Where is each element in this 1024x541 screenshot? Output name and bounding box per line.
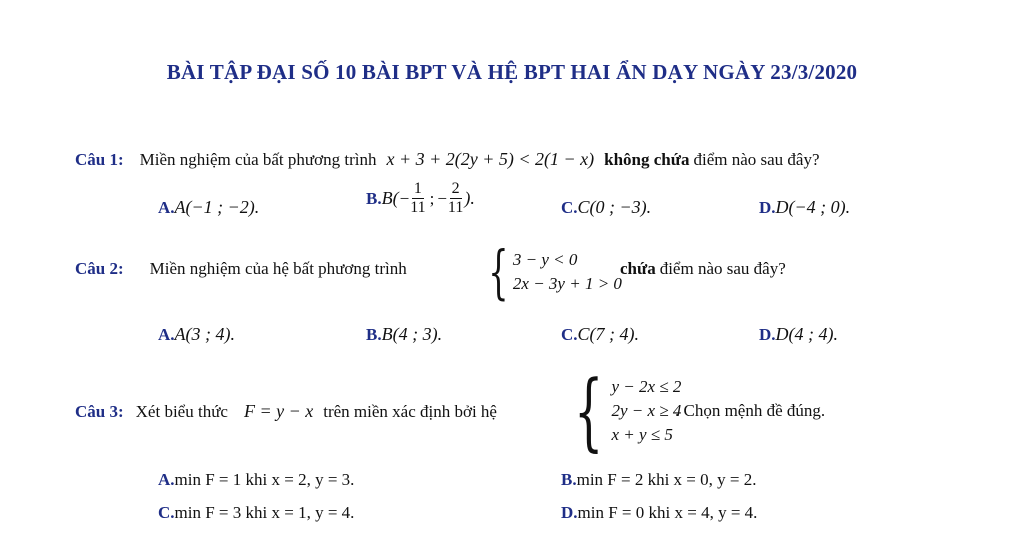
question-2-text: Miền nghiệm của hệ bất phương trình: [149, 259, 407, 278]
q1-option-b-fraction-1: $\frac{1}{11}$: [410, 180, 426, 216]
question-3: [75, 401, 497, 422]
question-3-expression: F = y − x: [243, 401, 314, 421]
q3-option-b[interactable]: [561, 470, 756, 490]
question-2-system: [480, 238, 622, 306]
q3-option-a[interactable]: [158, 470, 354, 490]
q2-option-b[interactable]: [366, 324, 442, 345]
question-1-emphasis: không chứa: [604, 150, 690, 169]
q2-option-d[interactable]: [759, 324, 838, 345]
q1-option-d-key: D.: [759, 198, 776, 217]
q3-option-c-value: min F = 3 khi x = 1, y = 4.: [174, 503, 355, 522]
question-3-system-line-2: 2y − x ≥ 4: [611, 401, 682, 420]
q2-option-c-key: C.: [561, 325, 578, 344]
q3-option-b-key: B.: [561, 470, 577, 489]
question-1: [75, 149, 820, 170]
question-3-text-mid: trên miền xác định bởi hệ: [323, 402, 497, 421]
question-3-system-line-1: y − 2x ≤ 2: [611, 377, 682, 396]
q2-option-c-value: C(7 ; 4).: [577, 324, 640, 344]
q1-option-a[interactable]: [158, 197, 259, 218]
question-1-text: Miền nghiệm của bất phương trình: [139, 150, 377, 169]
q3-option-d-value: min F = 0 khi x = 4, y = 4.: [577, 503, 758, 522]
q3-option-c[interactable]: [158, 503, 354, 523]
question-3-text-after: . Chọn mệnh đề đúng.: [675, 401, 826, 420]
left-brace-icon: {: [488, 238, 509, 306]
q3-option-a-key: A.: [158, 470, 175, 489]
q2-option-d-value: D(4 ; 4).: [775, 324, 839, 344]
question-2-label: Câu 2:: [75, 259, 124, 278]
q2-option-a[interactable]: [158, 324, 235, 345]
question-1-text-after: điểm nào sau đây?: [693, 150, 820, 169]
q1-option-b-key: B.: [366, 188, 382, 208]
question-3-label: Câu 3:: [75, 402, 124, 421]
q1-option-b-point: B(: [381, 188, 399, 208]
q2-option-a-value: A(3 ; 4).: [174, 324, 236, 344]
question-2-system-line-2: 2x − 3y + 1 > 0: [512, 274, 622, 293]
question-2-tail: [620, 259, 786, 279]
question-3-system: [562, 362, 682, 460]
question-2-text-after: điểm nào sau đây?: [659, 259, 786, 278]
question-2-emphasis: chứa: [620, 259, 656, 278]
q2-option-b-key: B.: [366, 325, 382, 344]
q2-option-b-value: B(4 ; 3).: [381, 324, 443, 344]
q3-option-a-value: min F = 1 khi x = 2, y = 3.: [174, 470, 355, 489]
q1-option-d-value: D(−4 ; 0).: [775, 197, 851, 217]
q2-option-c[interactable]: [561, 324, 639, 345]
q1-option-a-value: A(−1 ; −2).: [174, 197, 260, 217]
page-title: BÀI TẬP ĐẠI SỐ 10 BÀI BPT VÀ HỆ BPT HAI ẨN DẠY NGÀY 23/3/2020: [166, 60, 858, 84]
q1-option-b-fraction-2: $\frac{2}{11}$: [447, 180, 464, 216]
q1-option-c-value: C(0 ; −3).: [577, 197, 652, 217]
q3-option-d[interactable]: [561, 503, 757, 523]
q1-option-d[interactable]: [759, 197, 850, 218]
question-1-inequality: x + 3 + 2(2y + 5) < 2(1 − x): [386, 149, 595, 169]
question-3-text: Xét biểu thức: [135, 402, 228, 421]
q3-option-b-value: min F = 2 khi x = 0, y = 2.: [576, 470, 757, 489]
q1-option-c[interactable]: [561, 197, 651, 218]
q3-option-d-key: D.: [561, 503, 578, 522]
q1-option-b[interactable]: B. B( − $\frac{1}{11}$ ; − $\frac{2}{11}$ ).: [366, 180, 475, 216]
q1-option-a-key: A.: [158, 198, 175, 217]
question-2: [75, 259, 407, 279]
question-2-system-line-1: 3 − y < 0: [512, 250, 578, 269]
question-1-label: Câu 1:: [75, 150, 124, 169]
q1-option-c-key: C.: [561, 198, 578, 217]
left-brace-icon: {: [574, 362, 604, 460]
question-3-system-line-3: x + y ≤ 5: [611, 425, 673, 444]
q2-option-a-key: A.: [158, 325, 175, 344]
q3-option-c-key: C.: [158, 503, 175, 522]
q2-option-d-key: D.: [759, 325, 776, 344]
